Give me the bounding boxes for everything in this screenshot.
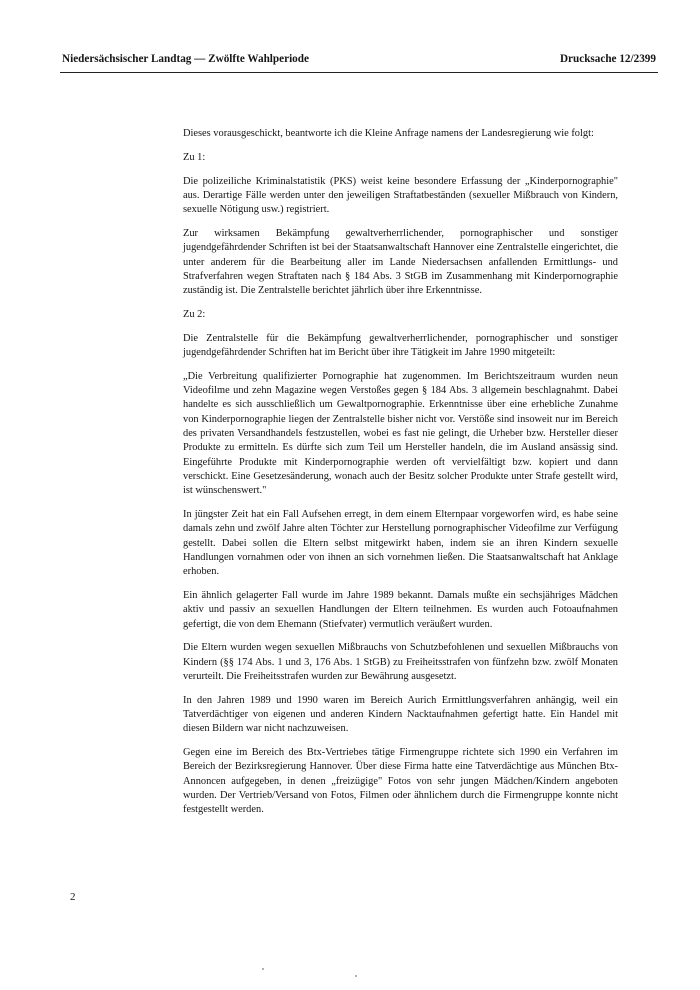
document-number: Drucksache 12/2399 bbox=[559, 53, 656, 65]
header-title: Niedersächsischer Landtag — Zwölfte Wahlperiode bbox=[62, 53, 309, 65]
paragraph: Die Eltern wurden wegen sexuellen Mißbrauchs von Schutzbefohlenen und sexuellen Mißbrauchs von Kindern (§§ 174 Abs. 1 und 3, 176 Abs. 1 StGB) zu Freiheitsstrafen von fünfzehn bzw. zwölf Monaten verurteilt. Die Freiheitsstrafen wurden zur Bewährung ausgesetzt. bbox=[183, 642, 618, 682]
section-heading-1: Zu 1: bbox=[183, 151, 206, 163]
page-number: 2 bbox=[70, 891, 76, 903]
paragraph: In den Jahren 1989 und 1990 waren im Bereich Aurich Ermittlungsverfahren anhängig, weil ein Tatverdächtiger von eigenen und anderen Kindern Nacktaufnahmen gefertigt hatte. Ein Handel mit diesen Bildern war nicht nachzuweisen. bbox=[183, 694, 618, 735]
intro-paragraph: Dieses vorausgeschickt, beantworte ich die Kleine Anfrage namens der Landesregierung wie folgt: bbox=[183, 128, 594, 139]
paragraph: Ein ähnlich gelagerter Fall wurde im Jahre 1989 bekannt. Damals mußte ein sechsjähriges Mädchen aktiv und passiv an sexuellen Handlungen der Eltern teilnehmen. Es wurden auch Fotoaufnahmen gefertigt, die von dem Ehemann (Stiefvater) vermutlich veräußert wurden. bbox=[183, 590, 618, 630]
paragraph: Die Zentralstelle für die Bekämpfung gewaltverherrlichender, pornographischer und sonstiger jugendgefährdender Schriften hat im Bericht über ihre Tätigkeit im Jahre 1990 mitgeteilt: bbox=[183, 332, 618, 359]
page-header bbox=[62, 53, 656, 65]
paragraph: Gegen eine im Bereich des Btx-Vertriebes tätige Firmengruppe richtete sich 1990 ein Verfahren im Bereich der Bezirksregierung Hannover. Über diese Firma hatte eine Tatverdächtige aus München Btx-Annoncen aufgegeben, in denen „freizügige" Fotos von sehr jungen Mädchen/Kindern angeboten wurden. Der Vertrieb/Versand von Fotos, Filmen oder ähnlichem durch die Firmengruppe konnte nicht festgestellt werden. bbox=[183, 747, 618, 816]
paragraph: In jüngster Zeit hat ein Fall Aufsehen erregt, in dem einem Elternpaar vorgeworfen wird, es habe seine damals zehn und zwölf Jahre alten Töchter zur Herstellung pornographischer Videofilme zur Verfügung gestellt. Dabei sollen die Eltern selbst mitgewirkt haben, indem sie an ihren Kindern sexuelle Handlungen vornahmen oder von ihnen an sich vornehmen ließen. Die Staatsanwaltschaft hat Anklage erhoben. bbox=[183, 509, 618, 578]
paragraph: Die polizeiliche Kriminalstatistik (PKS) weist keine besondere Erfassung der „Kinderpornographie" aus. Derartige Fälle werden unter den jeweiligen Straftatbeständen (sexueller Mißbrauch von Kindern, sexuelle Nötigung usw.) registriert. bbox=[183, 175, 618, 216]
header-rule bbox=[60, 72, 658, 73]
scan-speck bbox=[355, 975, 357, 977]
section-heading-2: Zu 2: bbox=[183, 308, 206, 320]
paragraph: Zur wirksamen Bekämpfung gewaltverherrlichender, pornographischer und sonstiger jugendgefährdender Schriften ist bei der Staatsanwaltschaft Hannover eine Zentralstelle eingerichtet, die unter anderem für die Bearbeitung aller im Lande Niedersachsen anfallenden Ermittlungs- und Strafverfahren wegen Straftaten nach § 184 Abs. 3 StGB im Zusammenhang mit Kinderpornographie zuständig ist. Die Zentralstelle berichtet jährlich über ihre Erkenntnisse. bbox=[183, 227, 618, 297]
quotation-paragraph: „Die Verbreitung qualifizierter Pornographie hat zugenommen. Im Berichtszeitraum wurden neun Videofilme und zehn Magazine wegen Verstoßes gegen § 184 Abs. 3 allgemein beschlagnahmt. Dabei handelte es sich ausschließlich um Gewaltpornographie. Erkenntnisse über eine erhebliche Zunahme von Kinderpornographie liegen der Zentralstelle bisher nicht vor. Verstöße sind insoweit nur im Bereich des privaten Versandhandels festzustellen, wobei es fast nie gelingt, die Urheber bzw. Hersteller dieser Produkte zu ermitteln. Es dürfte sich zum Teil um Hersteller handeln, die im Ausland ansässig sind. Eingeführte Produkte mit Kinderpornographie werden oft vervielfältigt bzw. kopiert und dann verschickt. Eine Gesetzesänderung, wonach auch der Besitz solcher Produkte unter Strafe gestellt wird, ist wünschenswert." bbox=[183, 370, 618, 497]
scan-speck bbox=[262, 968, 264, 970]
body-text bbox=[183, 127, 618, 827]
